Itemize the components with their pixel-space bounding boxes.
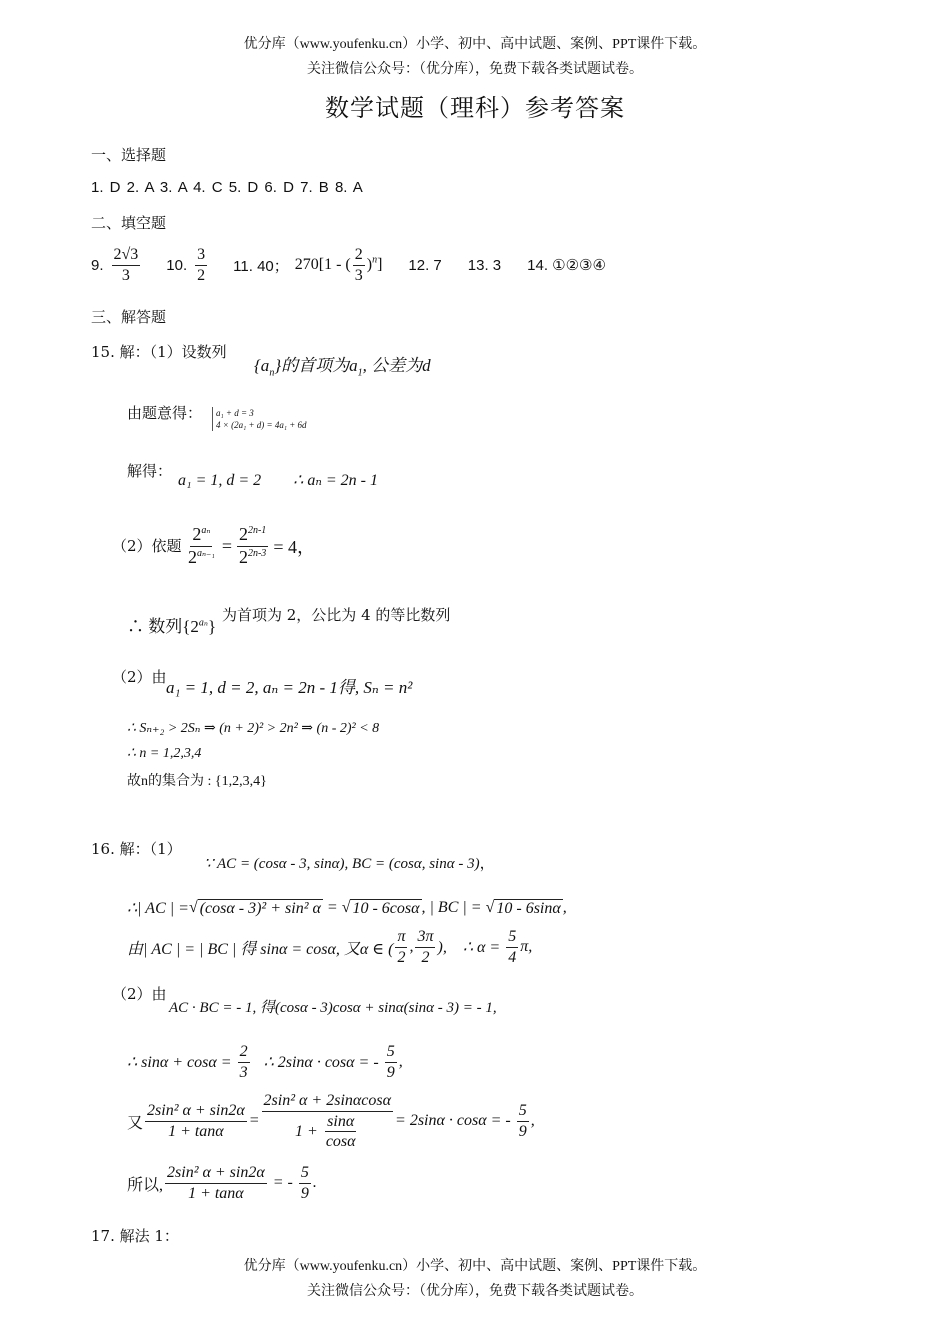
p16-mag-rad1: (cosα - 3)² + sin² α xyxy=(199,899,321,917)
p16-mag-d: , xyxy=(562,899,567,916)
section-fill: 二、填空题 xyxy=(91,214,167,232)
p15-f1-num: 2 xyxy=(192,524,202,544)
p15-p2-eq: = 4， xyxy=(273,537,315,558)
p15-geo-sup: aₙ xyxy=(198,617,208,629)
q11-num: 2 xyxy=(353,246,365,266)
q10-label: 10. xyxy=(166,256,188,274)
header-line-2: 关注微信公众号：（优分库），免费下载各类试题试卷。 xyxy=(307,62,643,77)
q11-exp: n xyxy=(372,254,378,266)
p16-sum xyxy=(127,1043,403,1081)
p15-frac-2 xyxy=(237,525,268,568)
p15-solve-label: 解得： xyxy=(127,462,173,480)
choice-answers: 1. D 2. A 3. A 4. C 5. D 6. D 7. B 8. A xyxy=(91,179,363,196)
section-answers: 三、解答题 xyxy=(91,308,167,326)
p16-expr2-da: 1 + xyxy=(295,1122,322,1140)
p16-eq-b: ), ∴ α = xyxy=(437,939,505,957)
p16-expr-f3d: 9 xyxy=(518,1122,527,1140)
q12-answer: 12. 7 xyxy=(408,256,442,274)
p15-f2-den-sup: 2n-3 xyxy=(247,547,267,559)
q11-den: 3 xyxy=(354,266,363,284)
p16-expr-n: 2sin² α + sin2α xyxy=(145,1102,247,1122)
p15-geo-b: } xyxy=(207,617,217,636)
q11-expr-a: 270[1 - ( xyxy=(294,255,351,273)
p16-eq-f1d: 2 xyxy=(397,948,406,966)
p16-expr-tail: , xyxy=(530,1112,535,1130)
p16-sum-a: ∴ sinα + cosα = xyxy=(127,1054,236,1072)
p16-part2-math: AC · BC = - 1, 得(cosα - 3)cosα + sinα(sinα - 3) = - 1, xyxy=(169,1000,497,1016)
p16-equal-condition xyxy=(127,928,532,966)
p15-f1-num-sup: aₙ xyxy=(201,525,211,536)
p17-head: 17. 解法 1： xyxy=(91,1227,179,1245)
p16-mag-a: ∴| AC | = xyxy=(127,900,189,917)
q11-expression xyxy=(295,246,383,284)
p15-ineq-3: 故n的集合为 : {1,2,3,4} xyxy=(127,774,267,789)
p16-mag-rad2: 10 - 6cosα xyxy=(352,899,420,917)
p16-final-n: 2sin² α + sin2α xyxy=(165,1164,267,1184)
p16-sum-c: , xyxy=(398,1053,403,1071)
p16-eq-f1n: π xyxy=(395,928,407,948)
p16-given xyxy=(204,852,495,873)
p16-expr-eq2: = 2sinα · cosα = - xyxy=(395,1112,515,1130)
q10-num: 3 xyxy=(195,246,207,266)
p16-final-a: 所以, xyxy=(127,1176,164,1194)
q13-answer: 13. 3 xyxy=(467,256,502,274)
p16-eq-f2d: 2 xyxy=(421,948,430,966)
page-title: 数学试题（理科）参考答案 xyxy=(325,94,625,122)
p16-you: 又 xyxy=(127,1114,144,1132)
p16-expr2-dfn: sinα xyxy=(325,1113,356,1133)
p16-mag-c: , | BC | = xyxy=(421,899,486,916)
q10-fraction xyxy=(195,246,207,284)
footer-line-1: 优分库（www.youfenku.cn）小学、初中、高中试题、案例、PPT课件下载。 xyxy=(243,1259,707,1274)
p15-ineq-2: ∴ n = 1,2,3,4 xyxy=(127,746,202,761)
p16-expr-d: 1 + tanα xyxy=(168,1122,224,1140)
p15-head-math xyxy=(254,351,431,378)
section-choice: 一、选择题 xyxy=(91,146,167,164)
p16-expr2-dfd: cosα xyxy=(325,1133,356,1151)
p16-part2-label: （2）由 xyxy=(112,985,167,1003)
fill-answers xyxy=(91,246,606,284)
p15-system xyxy=(212,407,307,431)
q9-den: 3 xyxy=(121,266,130,284)
p15-frac-1 xyxy=(186,525,217,568)
p16-eq-f2n: 3π xyxy=(415,928,435,948)
q14-answer: 14. ①②③④ xyxy=(527,257,606,275)
p15-f1-den: 2 xyxy=(188,546,197,567)
p15-f1-den-sup: aₙ₋₁ xyxy=(197,547,215,559)
p16-sum-f2d: 9 xyxy=(386,1063,395,1081)
p15-head: 15. 解：（1）设数列 xyxy=(91,343,227,361)
p16-eq-c: π, xyxy=(520,938,533,956)
footer-line-2: 关注微信公众号：（优分库），免费下载各类试题试卷。 xyxy=(307,1284,643,1299)
q11-expr-b: ) xyxy=(366,255,373,273)
p15-hm-sub: n xyxy=(269,367,275,379)
p16-given-text: ∵ AC = (cosα - 3, sinα), BC = (cosα, sinα - 3) xyxy=(204,856,480,872)
p16-sum-b: ∴ 2sinα · cosα = - xyxy=(251,1054,383,1072)
p16-eq-sep: , xyxy=(409,938,414,956)
p15-geo-a: ∴ 数列{2 xyxy=(127,617,199,636)
p16-sum-f2n: 5 xyxy=(385,1043,397,1063)
p15-geo-math xyxy=(127,612,216,637)
p15-ineq-1: ∴ Sₙ₊₂ > 2Sₙ ⇒ (n + 2)² > 2n² ⇒ (n - 2)² < 8 xyxy=(127,721,380,736)
p15-solve-math: a₁ = 1, d = 2 ∴ aₙ = 2n - 1 xyxy=(178,472,378,489)
q9-fraction xyxy=(112,246,141,284)
p16-magnitude: ∴| AC | = √ (cosα - 3)² + sin² α = √ 10 - 6cosα , | BC | = √ 10 - 6sinα , xyxy=(127,899,567,917)
p15-sys-line1: a₁ + d = 3 xyxy=(216,408,254,418)
p15-given-label: 由题意得： xyxy=(127,404,203,422)
q9-label: 9. xyxy=(91,256,104,274)
q11-label: 11. 40； xyxy=(233,257,289,275)
p15-part3-label: （2）由 xyxy=(112,668,167,686)
p16-eq-a: 由| AC | = | BC | 得 sinα = cosα, 又α ∈ ( xyxy=(127,940,394,958)
p15-sys-line2: 4 × (2a₁ + d) = 4a₁ + 6d xyxy=(216,420,307,430)
p16-final-b: = - xyxy=(268,1174,297,1192)
q11-expr-c: ] xyxy=(377,255,383,273)
header-line-1: 优分库（www.youfenku.cn）小学、初中、高中试题、案例、PPT课件下载。 xyxy=(243,37,707,52)
p16-eq-f3d: 4 xyxy=(508,948,517,966)
p15-geo-text: 为首项为 2，公比为 4 的等比数列 xyxy=(222,606,451,624)
p16-sum-fd: 3 xyxy=(239,1063,248,1081)
p15-f2-den: 2 xyxy=(238,546,248,567)
p16-final-fn: 5 xyxy=(299,1164,311,1184)
q9-num: 2√3 xyxy=(112,246,141,266)
p15-hm1: {a xyxy=(254,356,270,375)
p15-part3-math: a₁ = 1, d = 2, aₙ = 2n - 1得, Sₙ = n² xyxy=(166,678,413,697)
p16-expression xyxy=(127,1092,535,1151)
p16-given-tail: ， xyxy=(479,856,495,872)
q10-den: 2 xyxy=(197,266,206,284)
p15-f2-num-sup: 2n-1 xyxy=(247,525,267,536)
p16-head: 16. 解：（1） xyxy=(91,840,182,858)
p16-final xyxy=(127,1164,317,1202)
p15-part2-label: （2）依题 xyxy=(112,537,182,555)
p15-hm-sub2: 1 xyxy=(357,367,363,379)
p16-sum-fn: 2 xyxy=(238,1043,250,1063)
p15-f2-num: 2 xyxy=(238,524,248,544)
p15-hm3: , 公差为d xyxy=(362,356,431,375)
p15-hm2: }的首项为a xyxy=(274,356,358,375)
p16-expr2-n: 2sin² α + 2sinαcosα xyxy=(262,1092,393,1112)
p16-mag-b: = xyxy=(322,899,342,916)
p15-part2-math: $\frac{2^{a_n}}{2^{a_{n-1}}}$ = $\frac{2^{2n-1}}{2^{2n-3}}$ = 4， xyxy=(188,524,315,567)
p16-final-c: . xyxy=(312,1174,317,1192)
p16-final-d: 1 + tanα xyxy=(188,1184,244,1202)
p16-eq-f3n: 5 xyxy=(506,928,518,948)
p16-final-fd: 9 xyxy=(300,1184,309,1202)
p16-mag-rad3: 10 - 6sinα xyxy=(496,899,561,917)
p16-expr-eq1: = xyxy=(248,1112,260,1130)
p16-expr-f3n: 5 xyxy=(517,1102,529,1122)
